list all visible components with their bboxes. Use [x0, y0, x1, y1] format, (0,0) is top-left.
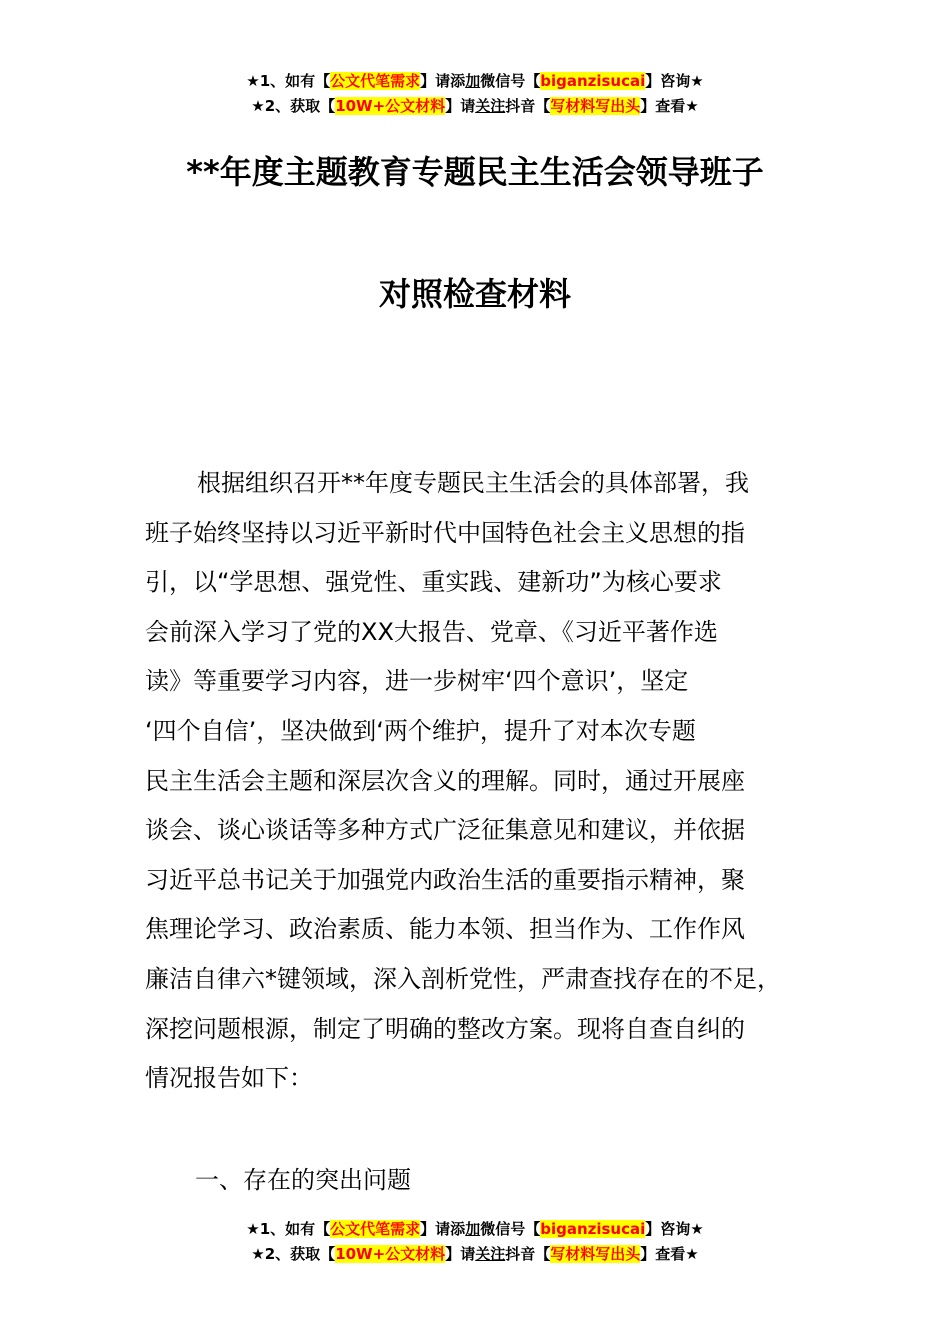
ad-highlight-douyin-account: 写材料写出头: [550, 1245, 641, 1263]
ad-suffix: 】咨询★: [645, 72, 704, 90]
ad-text: 微信号【: [480, 72, 541, 90]
ad-highlight-wechat-id: biganzisucai: [540, 72, 646, 90]
ad-suffix: 】查看★: [640, 1245, 699, 1263]
paragraph-line: 引，以“学思想、强党性、重实践、建新功”为核心要求: [145, 568, 722, 597]
paragraph-line: 焦理论学习、政治素质、能力本领、担当作为、工作作风: [145, 915, 745, 944]
ad-text: 】请: [445, 1245, 476, 1263]
ad-text: 微信号【: [480, 1220, 541, 1238]
paragraph-line: 读》等重要学习内容，进一步树牢‘四个意识’，坚定: [145, 667, 689, 696]
ad-highlight-wechat-id: biganzisucai: [540, 1220, 646, 1238]
paragraph-line: 廉洁自律六*键领域，深入剖析党性，严肃查找存在的不足，: [145, 964, 781, 993]
footer-ad-line-1: [0, 1218, 950, 1240]
ad-highlight-service: 公文代笔需求: [330, 1220, 421, 1238]
paragraph-line: 深挖问题根源，制定了明确的整改方案。现将自查自纠的: [145, 1014, 745, 1043]
paragraph-line: 根据组织召开**年度专题民主生活会的具体部署，我: [197, 469, 749, 497]
ad-underlined-text: 加: [465, 72, 481, 90]
footer-ad-line-2: [0, 1243, 950, 1265]
paragraph-line: 情况报告如下：: [145, 1064, 313, 1093]
ad-text: 】请添: [420, 72, 466, 90]
paragraph-line: 会前深入学习了党的XX大报告、党章、《习近平著作选: [145, 617, 718, 646]
ad-prefix: ★1、如有【: [246, 72, 331, 90]
header-ad-line-1: [0, 70, 950, 92]
ad-highlight-douyin-account: 写材料写出头: [550, 97, 641, 115]
paragraph-line: 谈会、谈心谈话等多种方式广泛征集意见和建议，并依据: [145, 816, 745, 845]
ad-text: 】请: [445, 97, 476, 115]
document-title-line-2: 对照检查材料: [378, 275, 571, 313]
ad-suffix: 】查看★: [640, 97, 699, 115]
section-heading: 一、存在的突出问题: [195, 1166, 411, 1194]
ad-highlight-service: 公文代笔需求: [330, 72, 421, 90]
ad-underlined-text: 加: [465, 1220, 481, 1238]
ad-highlight-materials: 10W+公文材料: [335, 97, 446, 115]
ad-text: 抖音【: [505, 1245, 551, 1263]
ad-prefix: ★2、获取【: [251, 97, 336, 115]
paragraph-line: 习近平总书记关于加强党内政治生活的重要指示精神，聚: [145, 865, 745, 894]
paragraph-line: ‘四个自信’，坚决做到‘两个维护，提升了对本次专题: [145, 716, 696, 745]
body-paragraph: [145, 459, 835, 1104]
ad-text: 抖音【: [505, 97, 551, 115]
document-title-line-1: **年度主题教育专题民主生活会领导班子: [186, 153, 764, 191]
ad-underlined-text: 关注: [475, 1245, 506, 1263]
paragraph-line: 班子始终坚持以习近平新时代中国特色社会主义思想的指: [145, 518, 745, 547]
paragraph-line: 民主生活会主题和深层次含义的理解。同时，通过开展座: [145, 766, 745, 795]
ad-highlight-materials: 10W+公文材料: [335, 1245, 446, 1263]
header-ad-line-2: [0, 95, 950, 117]
ad-suffix: 】咨询★: [645, 1220, 704, 1238]
ad-prefix: ★1、如有【: [246, 1220, 331, 1238]
ad-underlined-text: 关注: [475, 97, 506, 115]
ad-text: 】请添: [420, 1220, 466, 1238]
ad-prefix: ★2、获取【: [251, 1245, 336, 1263]
